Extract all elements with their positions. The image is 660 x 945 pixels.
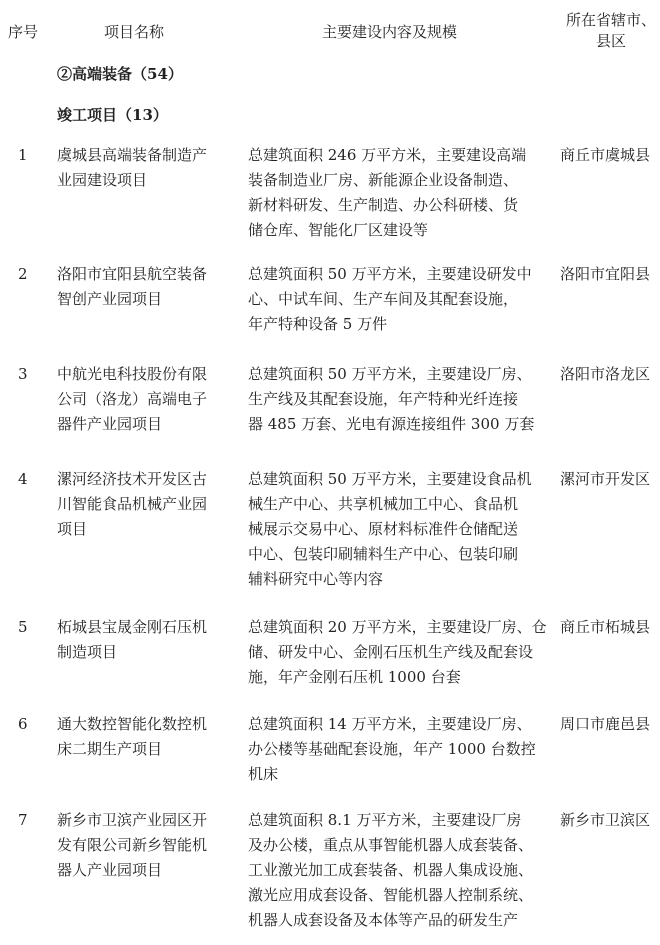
content-line: 生产线及其配套设施，年产特种光纤连接 [248, 390, 519, 408]
row-project-name [57, 143, 227, 193]
header-project-name: 项目名称 [104, 23, 165, 41]
project-name-line: 柘城县宝晟金刚石压机 [57, 618, 208, 636]
row-construction-content [248, 712, 538, 787]
row-serial-number: 4 [18, 470, 28, 488]
row-serial-number: 2 [18, 265, 28, 283]
content-line: 总建筑面积 50 万平方米，主要建设食品机 [248, 470, 532, 488]
content-line: 总建筑面积 8.1 万平方米，主要建设厂房 [248, 811, 522, 829]
row-serial-number: 3 [18, 365, 28, 383]
row-serial-number: 1 [18, 146, 28, 164]
row-location: 洛阳市洛龙区 [560, 365, 651, 383]
content-line: 储仓库、智能化厂区建设等 [248, 221, 429, 239]
content-line: 器 485 万套、光电有源连接组件 300 万套 [248, 415, 535, 433]
header-construction-content: 主要建设内容及规模 [322, 23, 458, 41]
category-heading: ②高端装备（54） [57, 65, 183, 83]
row-project-name [57, 808, 227, 883]
project-name-line: 业园建设项目 [57, 171, 148, 189]
content-line: 工业激光加工成套装备、机器人集成设施、 [248, 861, 534, 879]
project-name-line: 中航光电科技股份有限 [57, 365, 208, 383]
content-line: 总建筑面积 14 万平方米，主要建设厂房、 [248, 715, 532, 733]
content-line: 中心、包装印刷辅料生产中心、包装印刷 [248, 545, 519, 563]
row-location: 新乡市卫滨区 [560, 811, 651, 829]
row-construction-content [248, 362, 538, 437]
content-line: 施，年产金刚石压机 1000 台套 [248, 668, 461, 686]
content-line: 心、中试车间、生产车间及其配套设施， [248, 290, 519, 308]
content-line: 机器人成套设备及本体等产品的研发生产 [248, 911, 519, 929]
content-line: 械生产中心、共享机械加工中心、食品机 [248, 495, 519, 513]
row-construction-content [248, 143, 538, 243]
row-serial-number: 7 [18, 811, 28, 829]
row-construction-content [248, 808, 538, 933]
content-line: 办公楼等基础配套设施，年产 1000 台数控 [248, 740, 536, 758]
content-line: 年产特种设备 5 万件 [248, 315, 388, 333]
project-name-line: 智创产业园项目 [57, 290, 163, 308]
row-project-name [57, 467, 227, 542]
content-line: 械展示交易中心、原材料标准件仓储配送 [248, 520, 519, 538]
project-name-line: 川智能食品机械产业园 [57, 495, 208, 513]
content-line: 装备制造业厂房、新能源企业设备制造、 [248, 171, 519, 189]
project-name-line: 漯河经济技术开发区古 [57, 470, 208, 488]
row-location: 周口市鹿邑县 [560, 715, 651, 733]
row-project-name [57, 712, 227, 762]
header-location-line2: 县区 [595, 32, 626, 50]
row-serial-number: 5 [18, 618, 28, 636]
row-location: 漯河市开发区 [560, 470, 651, 488]
content-line: 总建筑面积 50 万平方米，主要建设研发中 [248, 265, 532, 283]
content-line: 新材料研发、生产制造、办公科研楼、货 [248, 196, 519, 214]
project-name-line: 器件产业园项目 [57, 415, 163, 433]
row-project-name [57, 615, 227, 665]
project-name-line: 器人产业园项目 [57, 861, 163, 879]
row-project-name [57, 362, 227, 437]
project-name-line: 通大数控智能化数控机 [57, 715, 208, 733]
row-construction-content [248, 615, 547, 690]
content-line: 机床 [248, 765, 279, 783]
project-name-line: 新乡市卫滨产业园区开 [57, 811, 208, 829]
row-serial-number: 6 [18, 715, 28, 733]
row-location: 洛阳市宜阳县 [560, 265, 651, 283]
project-name-line: 虞城县高端装备制造产 [57, 146, 208, 164]
project-name-line: 洛阳市宜阳县航空装备 [57, 265, 208, 283]
content-line: 总建筑面积 246 万平方米，主要建设高端 [248, 146, 527, 164]
row-project-name [57, 262, 227, 312]
header-serial-number: 序号 [8, 23, 39, 41]
project-name-line: 项目 [57, 520, 88, 538]
header-location [562, 10, 660, 52]
content-line: 储、研发中心、金刚石压机生产线及配套设 [248, 643, 534, 661]
project-name-line: 床二期生产项目 [57, 740, 163, 758]
project-name-line: 发有限公司新乡智能机 [57, 836, 208, 854]
header-location-line1: 所在省辖市、 [565, 11, 656, 29]
content-line: 总建筑面积 20 万平方米，主要建设厂房、仓 [248, 618, 547, 636]
content-line: 总建筑面积 50 万平方米，主要建设厂房、 [248, 365, 532, 383]
content-line: 及办公楼，重点从事智能机器人成套装备、 [248, 836, 534, 854]
project-name-line: 公司（洛龙）高端电子 [57, 390, 208, 408]
row-construction-content [248, 467, 538, 592]
project-name-line: 制造项目 [57, 643, 118, 661]
row-location: 商丘市柘城县 [560, 618, 651, 636]
row-construction-content [248, 262, 538, 337]
row-location: 商丘市虞城县 [560, 146, 651, 164]
content-line: 激光应用成套设备、智能机器人控制系统、 [248, 886, 534, 904]
subcategory-heading: 竣工项目（13） [57, 106, 168, 124]
content-line: 辅料研究中心等内容 [248, 570, 384, 588]
